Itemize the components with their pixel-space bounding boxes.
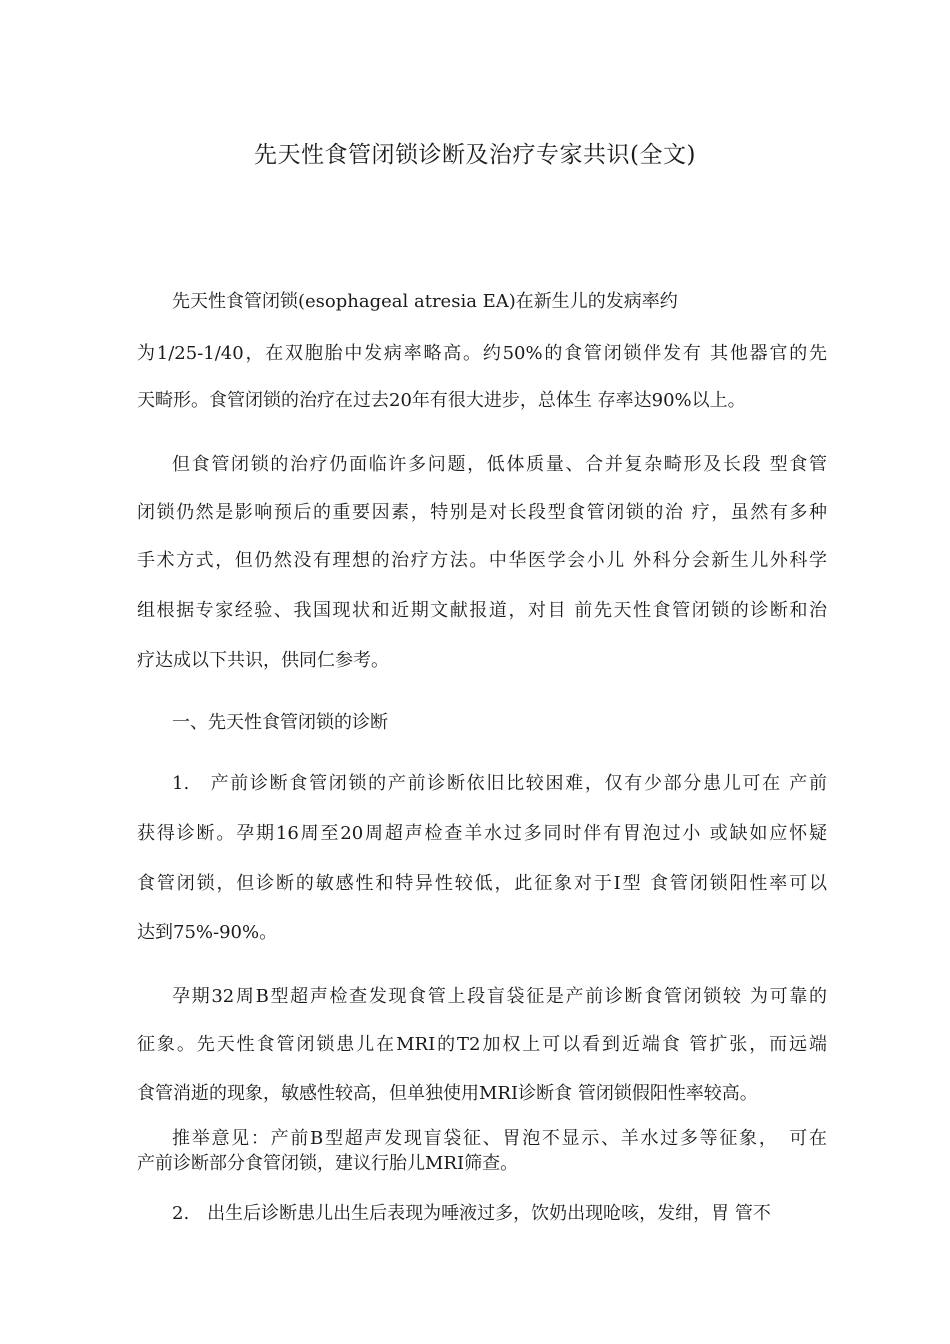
paragraph-line: 为1/25-1/40，在双胞胎中发病率略高。约50%的食管闭锁伴发有 其他器官的先 [137, 343, 827, 364]
recommendation-line: 推举意见：产前B型超声发现盲袋征、胃泡不显示、羊水过多等征象， 可在 [172, 1128, 827, 1149]
paragraph-line: 天畸形。食管闭锁的治疗在过去20年有很大进步，总体生 存率达90%以上。 [137, 390, 746, 411]
paragraph-line: 2. 出生后诊断患儿出生后表现为唾液过多，饮奶出现呛咳，发绀，胃 管不 [172, 1203, 771, 1224]
document-title: 先天性食管闭锁诊断及治疗专家共识(全文) [254, 142, 696, 168]
paragraph-line: 手术方式，但仍然没有理想的治疗方法。中华医学会小儿 外科分会新生儿外科学 [137, 550, 827, 571]
paragraph-line: 食管消逝的现象，敏感性较高，但单独使用MRI诊断食 管闭锁假阳性率较高。 [137, 1083, 758, 1104]
paragraph-line: 疗达成以下共识，供同仁参考。 [137, 650, 389, 671]
recommendation-line: 产前诊断部分食管闭锁，建议行胎儿MRI筛查。 [137, 1153, 519, 1174]
section-heading: 一、先天性食管闭锁的诊断 [172, 712, 388, 733]
paragraph-line: 孕期32周B型超声检查发现食管上段盲袋征是产前诊断食管闭锁较 为可靠的 [172, 986, 827, 1007]
paragraph-line: 1. 产前诊断食管闭锁的产前诊断依旧比较困难，仅有少部分患儿可在 产前 [172, 773, 827, 794]
paragraph-line: 闭锁仍然是影响预后的重要因素，特别是对长段型食管闭锁的治 疗，虽然有多种 [137, 502, 827, 523]
paragraph-line: 先天性食管闭锁(esophageal atresia EA)在新生儿的发病率约 [172, 291, 678, 312]
paragraph-line: 达到75%-90%。 [137, 922, 278, 943]
paragraph-line: 征象。先天性食管闭锁患儿在MRI的T2加权上可以看到近端食 管扩张，而远端 [137, 1034, 827, 1055]
paragraph-line: 组根据专家经验、我国现状和近期文献报道，对目 前先天性食管闭锁的诊断和治 [137, 600, 827, 621]
paragraph-line: 食管闭锁，但诊断的敏感性和特异性较低，此征象对于Ⅰ型 食管闭锁阳性率可以 [137, 873, 827, 894]
paragraph-line: 获得诊断。孕期16周至20周超声检查羊水过多同时伴有胃泡过小 或缺如应怀疑 [137, 823, 827, 844]
paragraph-line: 但食管闭锁的治疗仍面临许多问题，低体质量、合并复杂畸形及长段 型食管 [172, 454, 827, 475]
